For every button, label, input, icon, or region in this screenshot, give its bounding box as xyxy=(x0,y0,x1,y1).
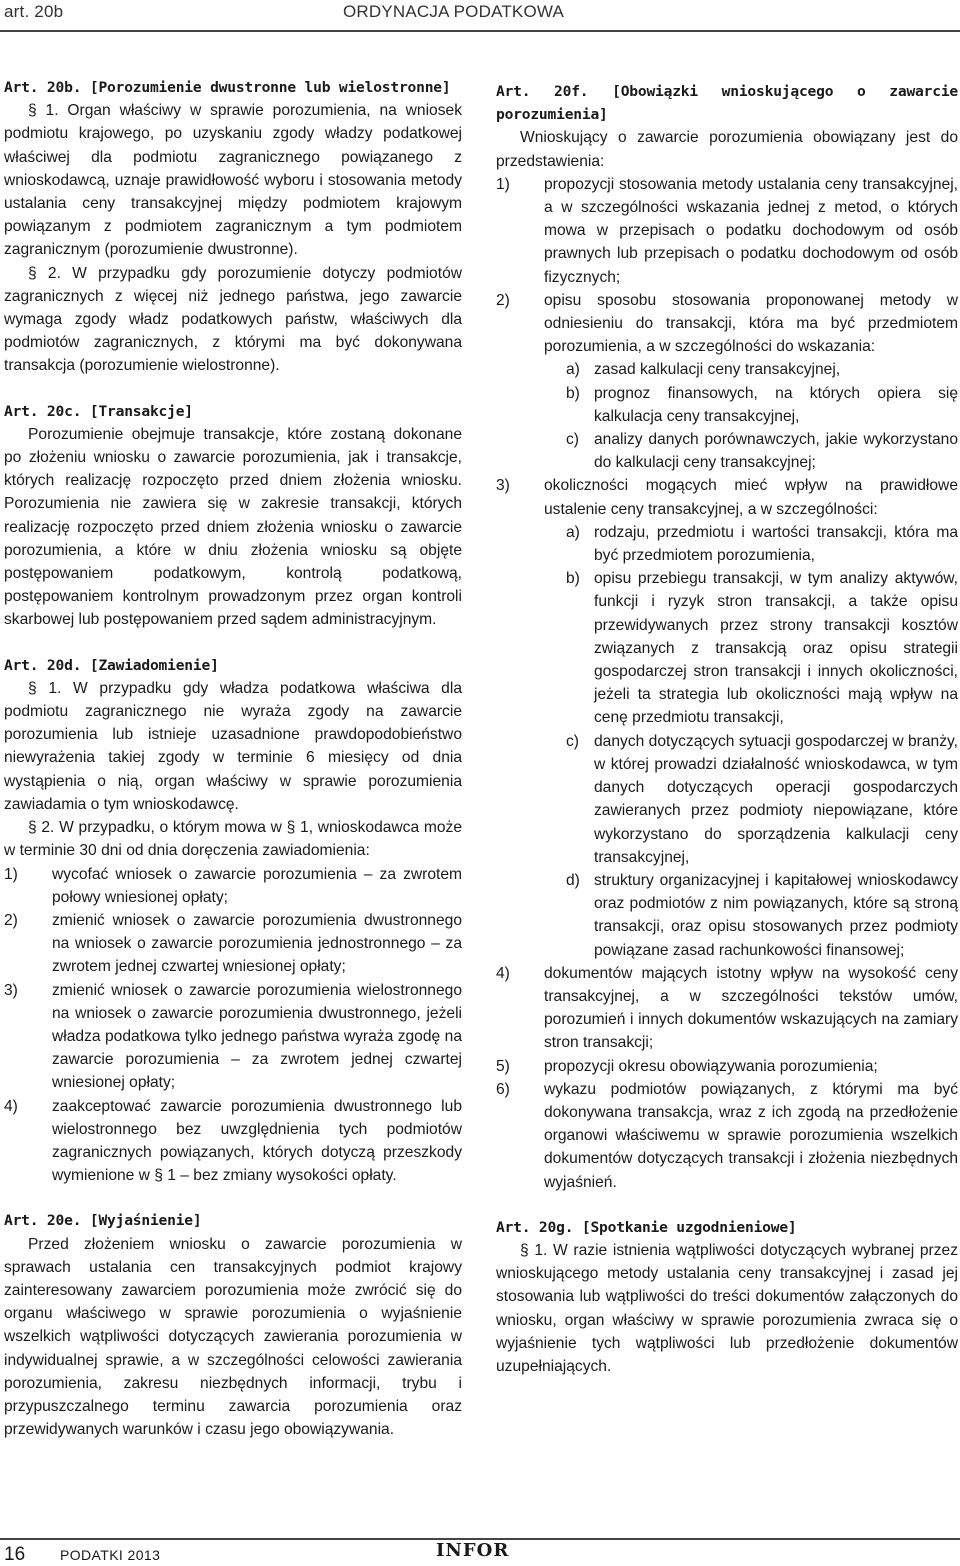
sub-item-text: struktury organizacyjnej i kapitałowej wnioskodawcy oraz podmiotów z nim powiązanych, które są stroną transakcji, oraz opisu stosowanych przez podmioty powiązane zasad rachunkowości finansowej; xyxy=(594,871,958,959)
item-text: opisu sposobu stosowania proponowanej metody w odniesieniu do transakcji, która ma być przedmiotem porozumienia, a w szczególności do wskazania: xyxy=(544,291,958,356)
article-20e xyxy=(4,1209,462,1441)
sub-item-text: zasad kalkulacji ceny transakcyjnej, xyxy=(594,361,841,379)
item-number: 4) xyxy=(4,1097,18,1115)
list-item xyxy=(4,979,462,1095)
article-20b xyxy=(4,76,462,378)
right-column xyxy=(496,80,958,1378)
sub-item-text: rodzaju, przedmiotu i wartości transakcji, która ma być przedmiotem porozumienia, xyxy=(594,523,958,565)
item-text: dokumentów mających istotny wpływ na wysokość ceny transakcyjnej, a w szczególności tekstów umów, porozumień i innych dokumentów wskazujących na zamiary stron transakcji; xyxy=(544,964,958,1052)
article-20c xyxy=(4,400,462,632)
item-number: 3) xyxy=(496,477,510,495)
list-item xyxy=(4,909,462,979)
list-item xyxy=(496,474,958,961)
point-list xyxy=(496,173,958,1194)
list-item xyxy=(496,1078,958,1194)
page-number: 16 xyxy=(4,1544,26,1565)
list-item xyxy=(496,289,958,475)
sub-item-letter: d) xyxy=(566,871,580,889)
publisher-logo: INFOR xyxy=(436,1540,510,1561)
sub-item-text: prognoz finansowych, na których opiera się kalkulacja ceny transakcyjnej, xyxy=(594,384,958,425)
item-number: 6) xyxy=(496,1080,510,1098)
item-number: 5) xyxy=(496,1057,510,1075)
sub-item-text: danych dotyczących sytuacji gospodarczej w branży, w której prowadzi działalność wnioskodawca, w tym danych dotyczących operacji gospodarczych zawieranych przez podmioty niepowiązane, które wykorzystano do sporządzenia kalkulacji ceny transakcyjnej, xyxy=(594,732,958,866)
sub-item-text: analizy danych porównawczych, jakie wykorzystano do kalkulacji ceny transakcyjnej; xyxy=(594,431,958,472)
sub-item xyxy=(544,382,958,428)
list-item xyxy=(496,1055,958,1078)
article-heading: Art. 20b. [Porozumienie dwustronne lub wielostronne] xyxy=(4,79,451,96)
item-number: 4) xyxy=(496,964,510,982)
sub-item-letter: b) xyxy=(566,384,580,402)
sub-item xyxy=(544,730,958,869)
article-heading: Art. 20g. [Spotkanie uzgodnieniowe] xyxy=(496,1218,797,1236)
paragraph: Przed złożeniem wniosku o zawarcie porozumienia w sprawach ustalania cen transakcyjnych podmiot krajowy zainteresowany zawarciem porozumienia może zwrócić się do organu właściwego w sprawie porozumienia o wyjaśnienie wszelkich wątpliwości dotyczących zawierania porozumienia w indywidualnej sprawie, a w szczególności celowości zawierania porozumienia, zakresu niezbędnych informacji, trybu i przypuszczalnego terminu zawarcia porozumienia oraz przewidywanych warunków i czasu jego obowiązywania. xyxy=(4,1235,462,1439)
article-20d xyxy=(4,654,462,1188)
article-heading: Art. 20f. [Obowiązki wnioskującego o zawarcie porozumienia] xyxy=(496,83,958,124)
item-number: 2) xyxy=(496,291,510,309)
item-text: propozycji okresu obowiązywania porozumienia; xyxy=(544,1057,878,1075)
item-text: zaakceptować zawarcie porozumienia dwustronnego lub wielostronnego bez uwzględnienia tych podmiotów zagranicznych powiązanych, których dotyczą przeszkody wymienione w § 1 – bez zmiany wysokości opłaty. xyxy=(52,1097,462,1185)
sub-item-text: opisu przebiegu transakcji, w tym analizy aktywów, funkcji i ryzyk stron transakcji, a także opisu przewidywanych przez strony transakcji kosztów związanych z transakcją oraz opisu strategii gospodarczej stron transakcji i innych okoliczności, jeżeli ta strategia lub okoliczności mają wpływ na cenę przedmiotu transakcji, xyxy=(594,570,958,727)
item-number: 1) xyxy=(4,865,18,883)
paragraph: § 1. W przypadku gdy władza podatkowa właściwa dla podmiotu zagranicznego nie wyraża zgody na zawarcie porozumienia lub istnieje uzasadnione prawdopodobieństwo niewyrażenia takiej zgody w terminie 6 miesięcy od dnia wystąpienia o nią, organ właściwy w sprawie porozumienia zawiadamia o tym wnioskodawcę. xyxy=(4,679,462,813)
sub-item xyxy=(544,521,958,567)
sub-item xyxy=(544,358,958,381)
sub-list xyxy=(544,358,958,474)
sub-item xyxy=(544,567,958,729)
item-text: okoliczności mogących mieć wpływ na prawidłowe ustalenie ceny transakcyjnej, a w szczególności: xyxy=(544,477,958,518)
sub-item xyxy=(544,428,958,474)
item-text: propozycji stosowania metody ustalania ceny transakcyjnej, a w szczególności wskazania jednej z metod, o których mowa w przepisach o podatku dochodowym od osób prawnych lub przepisach o podatku dochodowym od osób fizycznych; xyxy=(544,175,958,286)
paragraph: § 2. W przypadku gdy porozumienie dotyczy podmiotów zagranicznych z więcej niż jednego państwa, jego zawarcie wymaga zgody władz podatkowych państw, właściwych dla podmiotów zagranicznych, z którymi ma być dokonywana transakcja (porozumienie wielostronne). xyxy=(4,264,462,375)
paragraph: Wnioskujący o zawarcie porozumienia obowiązany jest do przedstawienia: xyxy=(496,129,958,170)
item-text: zmienić wniosek o zawarcie porozumienia dwustronnego na wniosek o zawarcie porozumienia jednostronnego – za zwrotem jednej czwartej wniesionej opłaty; xyxy=(52,911,462,976)
item-number: 1) xyxy=(496,175,510,193)
article-reference: art. 20b xyxy=(4,2,64,21)
page-footer xyxy=(0,1538,960,1565)
sub-item-letter: a) xyxy=(566,361,580,379)
list-item xyxy=(496,173,958,289)
publication-name: PODATKI 2013 xyxy=(60,1547,161,1563)
running-head xyxy=(0,0,960,32)
paragraph: § 1. Organ właściwy w sprawie porozumienia, na wniosek podmiotu krajowego, po uzyskaniu zgody władzy podatkowej właściwej dla podmiotu zagranicznego powiązanego z wnioskodawcą, uznaje prawidłowość wyboru i stosowania metody ustalania ceny transakcyjnej między podmiotem krajowym powiązanym z podmiotem zagranicznym a tym podmiotem zagranicznym (porozumienie dwustronne). xyxy=(4,102,462,259)
act-title: ORDYNACJA PODATKOWA xyxy=(343,2,565,21)
sub-item-letter: a) xyxy=(566,523,580,541)
item-text: wycofać wniosek o zawarcie porozumienia – za zwrotem połowy wniesionej opłaty; xyxy=(52,865,462,906)
article-heading: Art. 20c. [Transakcje] xyxy=(4,402,193,420)
item-number: 2) xyxy=(4,911,18,929)
header-rule xyxy=(0,30,960,32)
article-heading: Art. 20d. [Zawiadomienie] xyxy=(4,656,219,674)
left-column xyxy=(4,76,462,1441)
sub-list xyxy=(544,521,958,962)
paragraph: Porozumienie obejmuje transakcje, które zostaną dokonane po złożeniu wniosku o zawarcie porozumienia, jak i transakcje, których realizację rozpoczęto przed dniem złożenia wniosku. Porozumienia nie zawiera się w zakresie transakcji, których realizację rozpoczęto przed dniem złożenia wniosku o zawarcie porozumienia, a które w dniu złożenia wniosku są objęte postępowaniem podatkowym, kontrolą podatkową, postępowaniem kontrolnym prowadzonym przez organ kontroli skarbowej lub postępowaniem przed sądem administracyjnym. xyxy=(4,425,462,629)
paragraph: § 1. W razie istnienia wątpliwości dotyczących wybranej przez wnioskującego metody ustalania ceny transakcyjnej i zasad jej stosowania lub wątpliwości do treści dokumentów załączonych do wniosku, organ właściwy w sprawie porozumienia zwraca się o wyjaśnienie tych wątpliwości lub przedłożenie dokumentów uzupełniających. xyxy=(496,1241,958,1375)
sub-item xyxy=(544,869,958,962)
sub-item-letter: b) xyxy=(566,570,580,588)
list-item xyxy=(4,1095,462,1188)
article-20g xyxy=(496,1216,958,1378)
list-item xyxy=(4,863,462,909)
point-list xyxy=(4,863,462,1188)
sub-item-letter: c) xyxy=(566,732,579,750)
article-heading: Art. 20e. [Wyjaśnienie] xyxy=(4,1212,202,1230)
item-text: zmienić wniosek o zawarcie porozumienia wielostronnego na wniosek o zawarcie porozumienia dwustronnego, jeżeli władza podatkowa tylko jednego państwa wyraża zgodę na zawarcie porozumienia – za zwrotem jednej czwartej wniesionej opłaty; xyxy=(52,981,462,1092)
list-item xyxy=(496,962,958,1055)
item-number: 3) xyxy=(4,981,18,999)
sub-item-letter: c) xyxy=(566,431,579,449)
item-text: wykazu podmiotów powiązanych, z którymi ma być dokonywana transakcja, wraz z ich zgodą na przedłożenie organowi właściwemu w sprawie porozumienia wszelkich dokumentów dotyczących transakcji i złożenia niezbędnych wyjaśnień. xyxy=(544,1080,958,1191)
article-20f xyxy=(496,80,958,1194)
paragraph: § 2. W przypadku, o którym mowa w § 1, wnioskodawca może w terminie 30 dni od dnia doręczenia zawiadomienia: xyxy=(4,819,462,860)
